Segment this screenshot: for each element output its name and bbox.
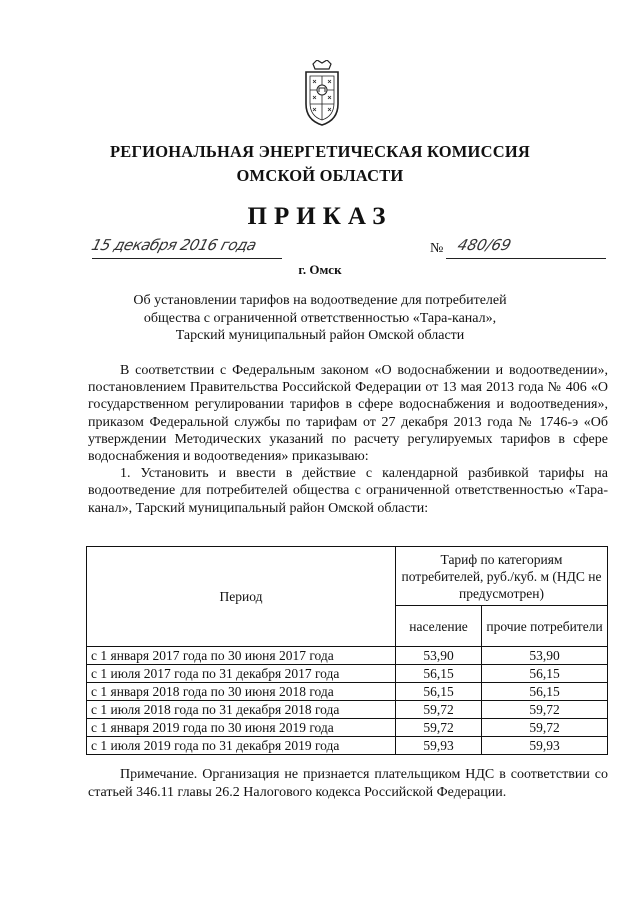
order-body <box>88 362 608 517</box>
population-tariff-cell: 56,15 <box>396 683 482 701</box>
other-tariff-cell: 53,90 <box>482 647 608 665</box>
population-tariff-cell: 59,93 <box>396 737 482 755</box>
table-row <box>87 701 608 719</box>
column-header-period: Период <box>87 547 396 647</box>
period-cell: с 1 июля 2018 года по 31 декабря 2018 года <box>87 701 396 719</box>
vat-note <box>88 766 608 801</box>
other-tariff-cell: 59,93 <box>482 737 608 755</box>
column-header-tariff-group: Тариф по категориям потребителей, руб./куб. м (НДС не предусмотрен) <box>396 547 608 606</box>
period-cell: с 1 июля 2019 года по 31 декабря 2019 года <box>87 737 396 755</box>
population-tariff-cell: 59,72 <box>396 719 482 737</box>
tariff-table <box>86 546 608 755</box>
coat-of-arms-emblem <box>303 60 341 126</box>
subject-line: Об установлении тарифов на водоотведение для потребителей <box>133 293 507 308</box>
period-cell: с 1 июля 2017 года по 31 декабря 2017 года <box>87 665 396 683</box>
handwritten-date: 15 декабря 2016 года <box>89 236 259 254</box>
city: г. Омск <box>298 262 342 277</box>
organization-name-line1: РЕГИОНАЛЬНАЯ ЭНЕРГЕТИЧЕСКАЯ КОМИССИЯ <box>110 142 530 161</box>
number-sign: № <box>430 241 444 256</box>
table-row <box>87 683 608 701</box>
handwritten-order-number: 480/69 <box>455 236 514 254</box>
note-paragraph: Примечание. Организация не признается плательщиком НДС в соответствии со статьей 346.11 главы 26.2 Налогового кодекса Российской Федерации. <box>88 767 608 800</box>
population-tariff-cell: 56,15 <box>396 665 482 683</box>
other-tariff-cell: 56,15 <box>482 665 608 683</box>
subject-line: Тарский муниципальный район Омской области <box>175 328 465 343</box>
organization-name-line2: ОМСКОЙ ОБЛАСТИ <box>236 166 404 185</box>
subject-line: общества с ограниченной ответственностью «Тара-канал», <box>143 310 497 326</box>
preamble-paragraph: В соответствии с Федеральным законом «О водоснабжении и водоотведении», постановлением Правительства Российской Федерации от 13 мая 2013 года № 406 «О государственном регулировании тарифов в сфере водоснабжения и водоотведения», приказом Федеральной службы по тарифам от 27 декабря 2013 года № 1746-э «Об утверждении Методических указаний по расчету регулируемых тарифов в сфере водоснабжения и водоотведения» приказываю: <box>88 363 608 465</box>
table-row <box>87 719 608 737</box>
period-cell: с 1 января 2017 года по 30 июня 2017 года <box>87 647 396 665</box>
table-row <box>87 647 608 665</box>
other-tariff-cell: 59,72 <box>482 719 608 737</box>
other-tariff-cell: 56,15 <box>482 683 608 701</box>
population-tariff-cell: 59,72 <box>396 701 482 719</box>
order-subject <box>90 292 550 345</box>
period-cell: с 1 января 2019 года по 30 июня 2019 года <box>87 719 396 737</box>
other-tariff-cell: 59,72 <box>482 701 608 719</box>
table-row <box>87 737 608 755</box>
population-tariff-cell: 53,90 <box>396 647 482 665</box>
item-1-paragraph: 1. Установить и ввести в действие с календарной разбивкой тарифы на водоотведение для потребителей общества с ограниченной ответственностью «Тара-канал», Тарский муниципальный район Омской области: <box>88 466 608 516</box>
document-title: ПРИКАЗ <box>247 203 393 230</box>
number-underline <box>446 258 606 259</box>
date-underline <box>92 258 282 259</box>
column-header-other-consumers: прочие потребители <box>482 606 608 647</box>
column-header-population: население <box>396 606 482 647</box>
period-cell: с 1 января 2018 года по 30 июня 2018 года <box>87 683 396 701</box>
table-row <box>87 665 608 683</box>
